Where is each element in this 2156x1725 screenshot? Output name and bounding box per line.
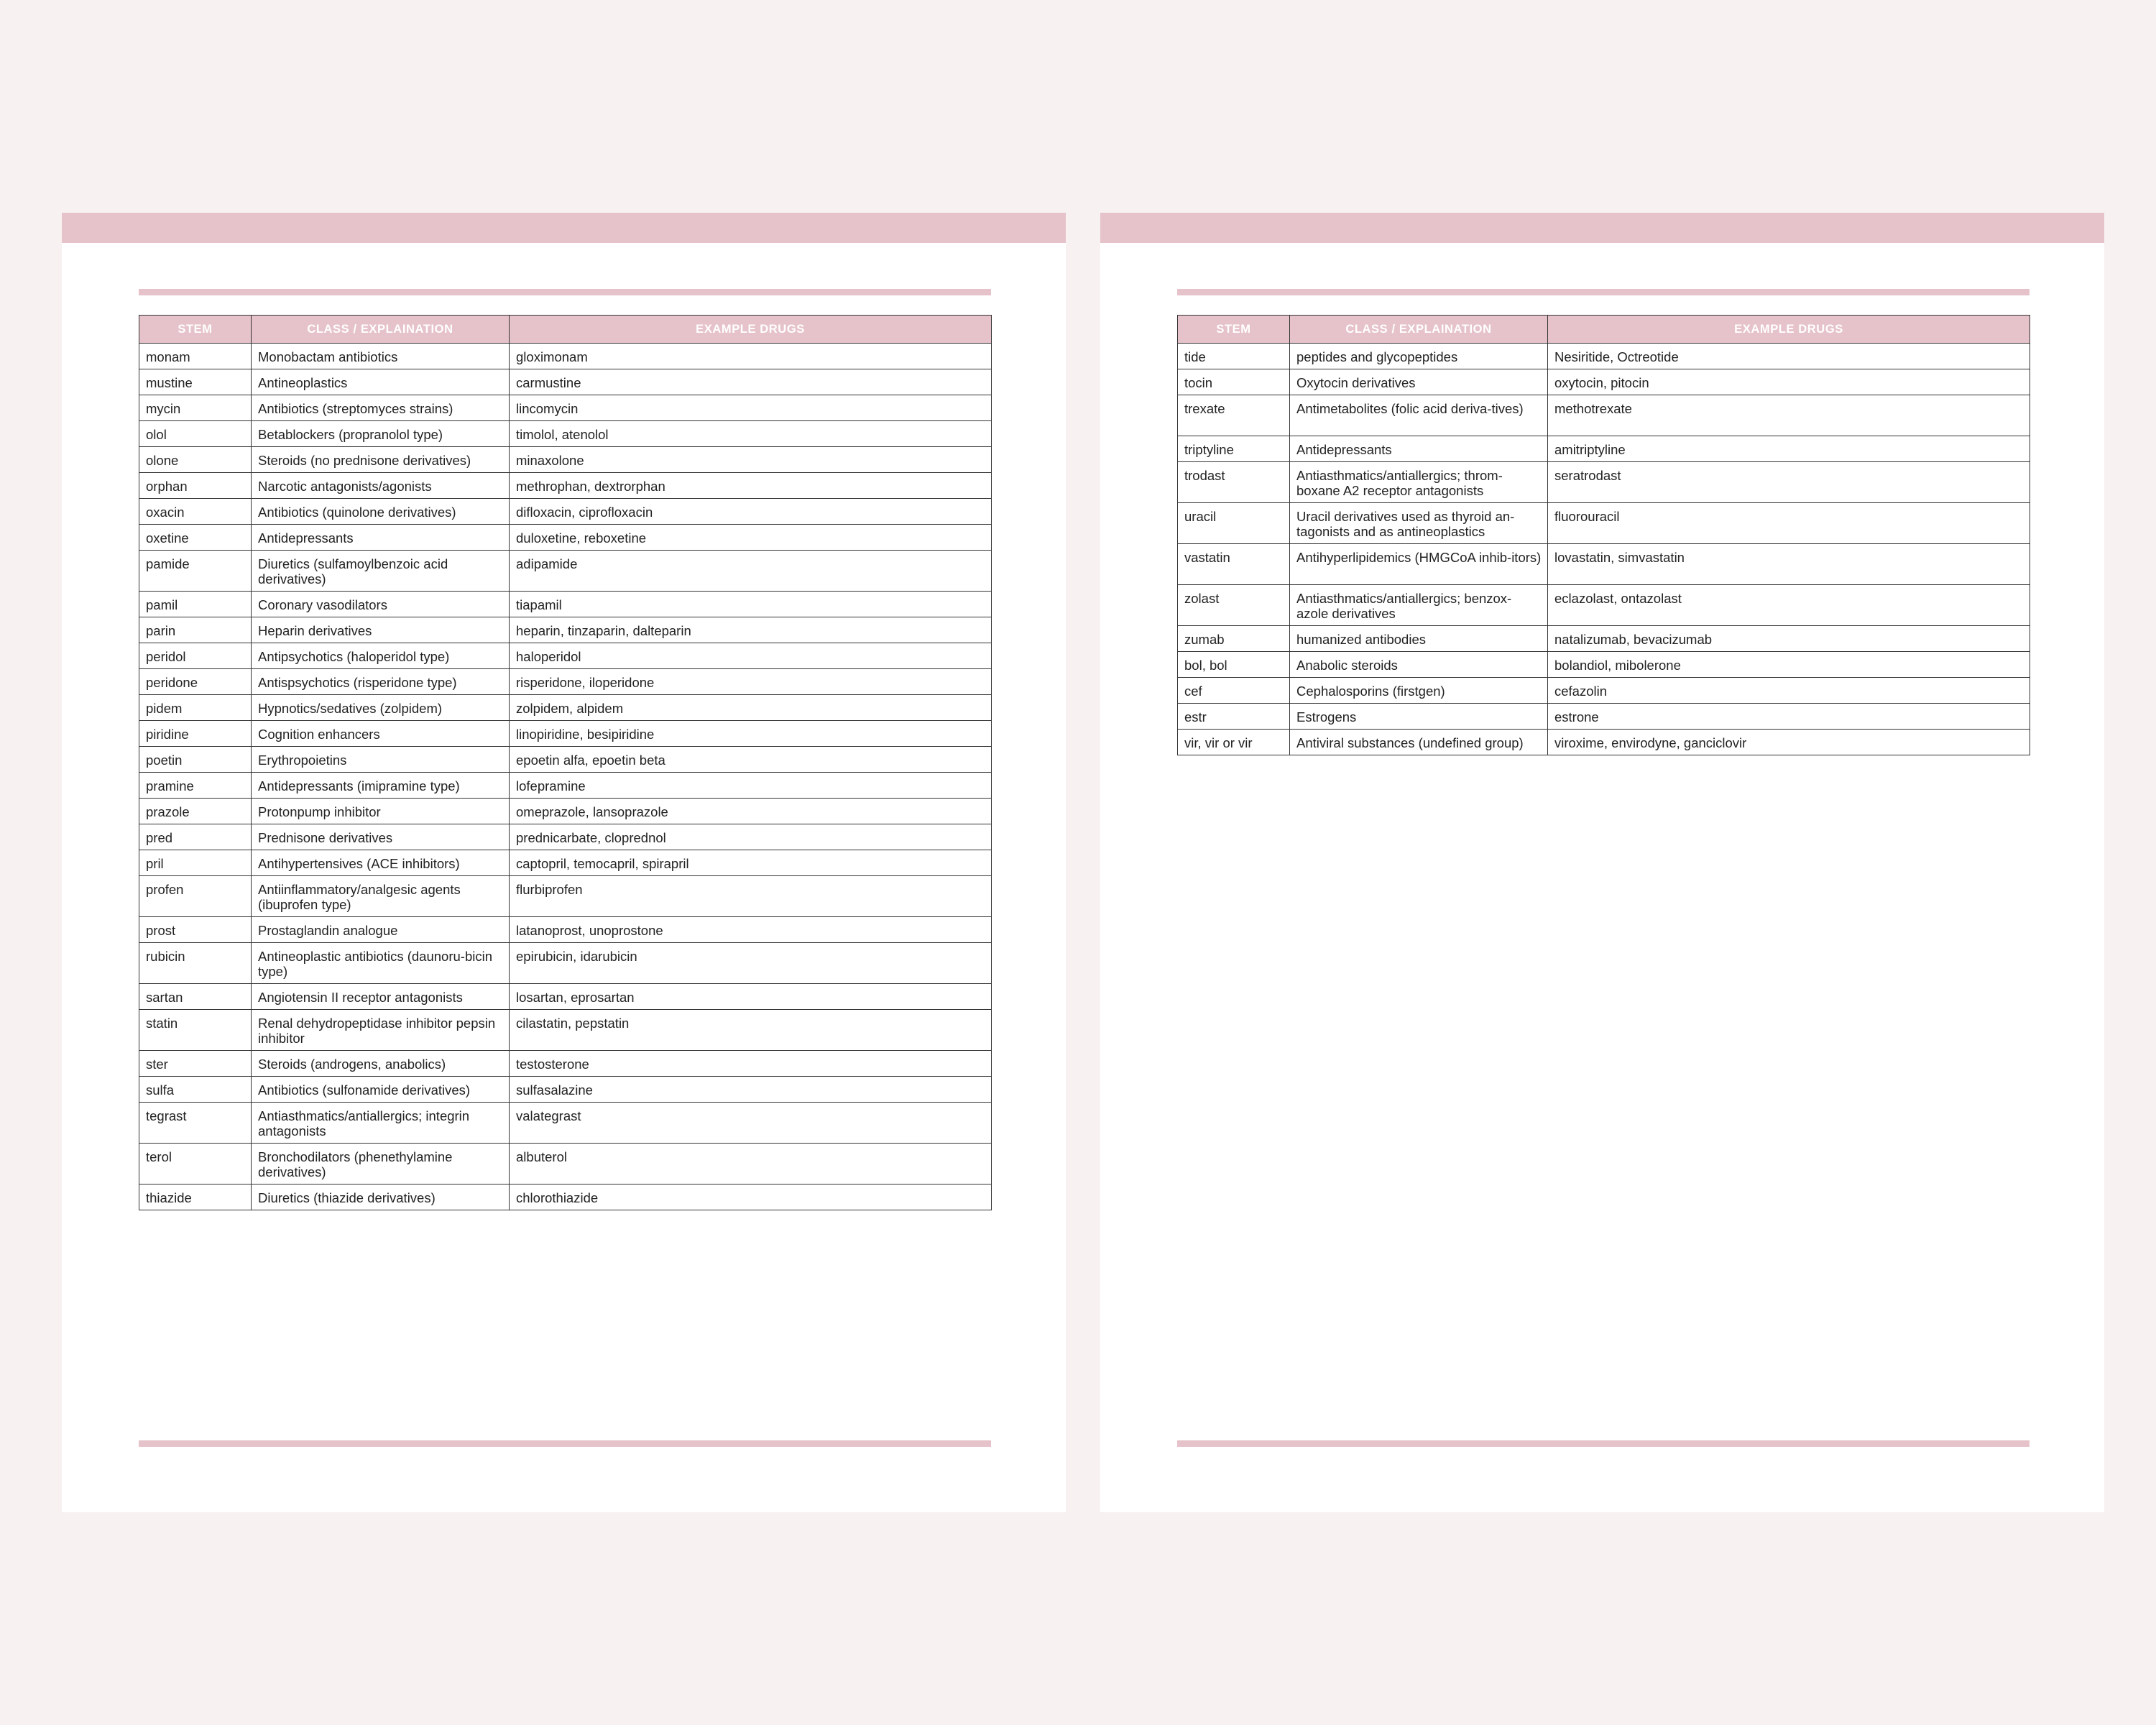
- class-cell: Hypnotics/sedatives (zolpidem): [252, 695, 510, 721]
- example-drugs-cell: albuterol: [510, 1144, 992, 1184]
- example-drugs-cell: zolpidem, alpidem: [510, 695, 992, 721]
- example-drugs-cell: duloxetine, reboxetine: [510, 525, 992, 551]
- table-row: [139, 344, 992, 369]
- table-row: [1178, 395, 2030, 436]
- stem-cell: trodast: [1178, 462, 1290, 503]
- table-row: [139, 773, 992, 799]
- stem-cell: oxacin: [139, 499, 252, 525]
- class-cell: Prostaglandin analogue: [252, 917, 510, 943]
- stem-cell: mycin: [139, 395, 252, 421]
- example-drugs-cell: flurbiprofen: [510, 876, 992, 917]
- stem-cell: peridol: [139, 643, 252, 669]
- class-cell: Steroids (no prednisone derivatives): [252, 447, 510, 473]
- stem-cell: olone: [139, 447, 252, 473]
- stem-cell: olol: [139, 421, 252, 447]
- example-drugs-cell: eclazolast, ontazolast: [1548, 585, 2030, 626]
- page-header-band: [62, 213, 1066, 243]
- table-row: [139, 551, 992, 592]
- class-cell: Antihyperlipidemics (HMGCoA inhib-itors): [1290, 544, 1548, 585]
- example-drugs-cell: amitriptyline: [1548, 436, 2030, 462]
- example-drugs-cell: cefazolin: [1548, 678, 2030, 704]
- stem-cell: estr: [1178, 704, 1290, 730]
- table-row: [1178, 544, 2030, 585]
- table-row: [139, 943, 992, 984]
- table-row: [139, 1184, 992, 1210]
- example-drugs-cell: haloperidol: [510, 643, 992, 669]
- table-row: [1178, 704, 2030, 730]
- example-drugs-cell: epirubicin, idarubicin: [510, 943, 992, 984]
- example-drugs-cell: prednicarbate, cloprednol: [510, 824, 992, 850]
- example-drugs-cell: methrophan, dextrorphan: [510, 473, 992, 499]
- class-cell: Antibiotics (sulfonamide derivatives): [252, 1077, 510, 1103]
- example-drugs-cell: Nesiritide, Octreotide: [1548, 344, 2030, 369]
- class-cell: Cephalosporins (firstgen): [1290, 678, 1548, 704]
- stem-cell: pred: [139, 824, 252, 850]
- table-row: [139, 447, 992, 473]
- stem-cell: profen: [139, 876, 252, 917]
- table-row: [1178, 462, 2030, 503]
- class-cell: Heparin derivatives: [252, 617, 510, 643]
- class-cell: Betablockers (propranolol type): [252, 421, 510, 447]
- class-cell: peptides and glycopeptides: [1290, 344, 1548, 369]
- table-row: [139, 917, 992, 943]
- stem-cell: mustine: [139, 369, 252, 395]
- example-drugs-cell: testosterone: [510, 1051, 992, 1077]
- example-drugs-cell: heparin, tinzaparin, dalteparin: [510, 617, 992, 643]
- stem-cell: bol, bol: [1178, 652, 1290, 678]
- class-cell: Steroids (androgens, anabolics): [252, 1051, 510, 1077]
- table-row: [1178, 626, 2030, 652]
- class-cell: Antidepressants: [1290, 436, 1548, 462]
- example-drugs-cell: fluorouracil: [1548, 503, 2030, 544]
- drug-stem-table: [139, 315, 992, 1210]
- table-body: [139, 344, 992, 1210]
- bottom-rule: [1177, 1440, 2030, 1447]
- class-cell: Coronary vasodilators: [252, 592, 510, 617]
- example-drugs-cell: methotrexate: [1548, 395, 2030, 436]
- example-drugs-cell: cilastatin, pepstatin: [510, 1010, 992, 1051]
- stem-cell: statin: [139, 1010, 252, 1051]
- stem-cell: trexate: [1178, 395, 1290, 436]
- table-row: [139, 1010, 992, 1051]
- table-row: [139, 592, 992, 617]
- stem-cell: tide: [1178, 344, 1290, 369]
- table-row: [139, 721, 992, 747]
- stem-cell: monam: [139, 344, 252, 369]
- table-row: [1178, 652, 2030, 678]
- class-cell: Cognition enhancers: [252, 721, 510, 747]
- example-drugs-cell: minaxolone: [510, 447, 992, 473]
- stem-cell: peridone: [139, 669, 252, 695]
- example-drugs-cell: lovastatin, simvastatin: [1548, 544, 2030, 585]
- class-cell: Antispsychotics (risperidone type): [252, 669, 510, 695]
- table-row: [139, 1103, 992, 1144]
- table-row: [139, 499, 992, 525]
- class-cell: Antiasthmatics/antiallergics; throm-boxane A2 receptor antagonists: [1290, 462, 1548, 503]
- header-class: CLASS / EXPLAINATION: [1290, 316, 1548, 344]
- example-drugs-cell: sulfasalazine: [510, 1077, 992, 1103]
- table-row: [139, 1144, 992, 1184]
- class-cell: Antibiotics (quinolone derivatives): [252, 499, 510, 525]
- table-row: [139, 395, 992, 421]
- bottom-rule: [139, 1440, 991, 1447]
- table-row: [1178, 585, 2030, 626]
- example-drugs-cell: chlorothiazide: [510, 1184, 992, 1210]
- example-drugs-cell: lofepramine: [510, 773, 992, 799]
- class-cell: Diuretics (thiazide derivatives): [252, 1184, 510, 1210]
- drug-stem-table: [1177, 315, 2030, 755]
- class-cell: Antiinflammatory/analgesic agents (ibuprofen type): [252, 876, 510, 917]
- table-row: [139, 824, 992, 850]
- class-cell: Estrogens: [1290, 704, 1548, 730]
- document-page-2: [1100, 213, 2104, 1512]
- class-cell: Monobactam antibiotics: [252, 344, 510, 369]
- stem-cell: cef: [1178, 678, 1290, 704]
- table-row: [139, 695, 992, 721]
- table-row: [1178, 503, 2030, 544]
- class-cell: Antidepressants (imipramine type): [252, 773, 510, 799]
- table-row: [139, 1077, 992, 1103]
- table-row: [1178, 369, 2030, 395]
- stem-cell: prazole: [139, 799, 252, 824]
- stem-cell: uracil: [1178, 503, 1290, 544]
- stem-cell: parin: [139, 617, 252, 643]
- example-drugs-cell: valategrast: [510, 1103, 992, 1144]
- example-drugs-cell: viroxime, envirodyne, ganciclovir: [1548, 730, 2030, 755]
- example-drugs-cell: gloximonam: [510, 344, 992, 369]
- stem-cell: pramine: [139, 773, 252, 799]
- table-row: [139, 799, 992, 824]
- table-row: [139, 643, 992, 669]
- example-drugs-cell: risperidone, iloperidone: [510, 669, 992, 695]
- example-drugs-cell: omeprazole, lansoprazole: [510, 799, 992, 824]
- class-cell: Antipsychotics (haloperidol type): [252, 643, 510, 669]
- example-drugs-cell: natalizumab, bevacizumab: [1548, 626, 2030, 652]
- header-stem: STEM: [139, 316, 252, 344]
- class-cell: Prednisone derivatives: [252, 824, 510, 850]
- stem-cell: poetin: [139, 747, 252, 773]
- class-cell: Renal dehydropeptidase inhibitor pepsin inhibitor: [252, 1010, 510, 1051]
- class-cell: Diuretics (sulfamoylbenzoic acid derivatives): [252, 551, 510, 592]
- table-row: [1178, 344, 2030, 369]
- stem-cell: zolast: [1178, 585, 1290, 626]
- example-drugs-cell: seratrodast: [1548, 462, 2030, 503]
- stem-cell: sartan: [139, 984, 252, 1010]
- class-cell: Narcotic antagonists/agonists: [252, 473, 510, 499]
- stem-cell: piridine: [139, 721, 252, 747]
- stem-cell: pamide: [139, 551, 252, 592]
- example-drugs-cell: epoetin alfa, epoetin beta: [510, 747, 992, 773]
- table-row: [139, 617, 992, 643]
- class-cell: Anabolic steroids: [1290, 652, 1548, 678]
- class-cell: Bronchodilators (phenethylamine derivatives): [252, 1144, 510, 1184]
- stem-cell: pidem: [139, 695, 252, 721]
- table-row: [139, 1051, 992, 1077]
- stem-cell: orphan: [139, 473, 252, 499]
- stem-cell: thiazide: [139, 1184, 252, 1210]
- class-cell: Antineoplastic antibiotics (daunoru-bicin type): [252, 943, 510, 984]
- stem-cell: vastatin: [1178, 544, 1290, 585]
- class-cell: Angiotensin II receptor antagonists: [252, 984, 510, 1010]
- stem-cell: sulfa: [139, 1077, 252, 1103]
- class-cell: humanized antibodies: [1290, 626, 1548, 652]
- stem-cell: pril: [139, 850, 252, 876]
- example-drugs-cell: captopril, temocapril, spirapril: [510, 850, 992, 876]
- class-cell: Antimetabolites (folic acid deriva-tives): [1290, 395, 1548, 436]
- class-cell: Oxytocin derivatives: [1290, 369, 1548, 395]
- table-row: [139, 747, 992, 773]
- table-header-row: [1178, 316, 2030, 344]
- stem-cell: pamil: [139, 592, 252, 617]
- stem-cell: prost: [139, 917, 252, 943]
- header-stem: STEM: [1178, 316, 1290, 344]
- example-drugs-cell: difloxacin, ciprofloxacin: [510, 499, 992, 525]
- top-rule: [139, 289, 991, 295]
- example-drugs-cell: carmustine: [510, 369, 992, 395]
- document-page-1: [62, 213, 1066, 1512]
- top-rule: [1177, 289, 2030, 295]
- table-row: [139, 876, 992, 917]
- table-row: [139, 669, 992, 695]
- example-drugs-cell: bolandiol, mibolerone: [1548, 652, 2030, 678]
- header-class: CLASS / EXPLAINATION: [252, 316, 510, 344]
- page-header-band: [1100, 213, 2104, 243]
- stem-cell: tocin: [1178, 369, 1290, 395]
- example-drugs-cell: tiapamil: [510, 592, 992, 617]
- table-row: [1178, 436, 2030, 462]
- table-row: [139, 525, 992, 551]
- example-drugs-cell: adipamide: [510, 551, 992, 592]
- example-drugs-cell: latanoprost, unoprostone: [510, 917, 992, 943]
- table-header-row: [139, 316, 992, 344]
- header-example-drugs: EXAMPLE DRUGS: [510, 316, 992, 344]
- stem-cell: ster: [139, 1051, 252, 1077]
- table-row: [1178, 730, 2030, 755]
- class-cell: Erythropoietins: [252, 747, 510, 773]
- table-body: [1178, 344, 2030, 755]
- table-row: [139, 369, 992, 395]
- class-cell: Antiasthmatics/antiallergics; integrin antagonists: [252, 1103, 510, 1144]
- example-drugs-cell: linopiridine, besipiridine: [510, 721, 992, 747]
- header-example-drugs: EXAMPLE DRUGS: [1548, 316, 2030, 344]
- class-cell: Antidepressants: [252, 525, 510, 551]
- example-drugs-cell: timolol, atenolol: [510, 421, 992, 447]
- stem-cell: tegrast: [139, 1103, 252, 1144]
- table-row: [139, 473, 992, 499]
- class-cell: Antineoplastics: [252, 369, 510, 395]
- stem-cell: vir, vir or vir: [1178, 730, 1290, 755]
- example-drugs-cell: losartan, eprosartan: [510, 984, 992, 1010]
- class-cell: Antibiotics (streptomyces strains): [252, 395, 510, 421]
- table-row: [139, 850, 992, 876]
- class-cell: Antiviral substances (undefined group): [1290, 730, 1548, 755]
- stem-cell: rubicin: [139, 943, 252, 984]
- table-row: [1178, 678, 2030, 704]
- class-cell: Antihypertensives (ACE inhibitors): [252, 850, 510, 876]
- class-cell: Uracil derivatives used as thyroid an-tagonists and as antineoplastics: [1290, 503, 1548, 544]
- class-cell: Antiasthmatics/antiallergics; benzox-azole derivatives: [1290, 585, 1548, 626]
- table-row: [139, 421, 992, 447]
- stem-cell: triptyline: [1178, 436, 1290, 462]
- example-drugs-cell: estrone: [1548, 704, 2030, 730]
- stem-cell: zumab: [1178, 626, 1290, 652]
- example-drugs-cell: oxytocin, pitocin: [1548, 369, 2030, 395]
- example-drugs-cell: lincomycin: [510, 395, 992, 421]
- class-cell: Protonpump inhibitor: [252, 799, 510, 824]
- stem-cell: terol: [139, 1144, 252, 1184]
- stem-cell: oxetine: [139, 525, 252, 551]
- table-row: [139, 984, 992, 1010]
